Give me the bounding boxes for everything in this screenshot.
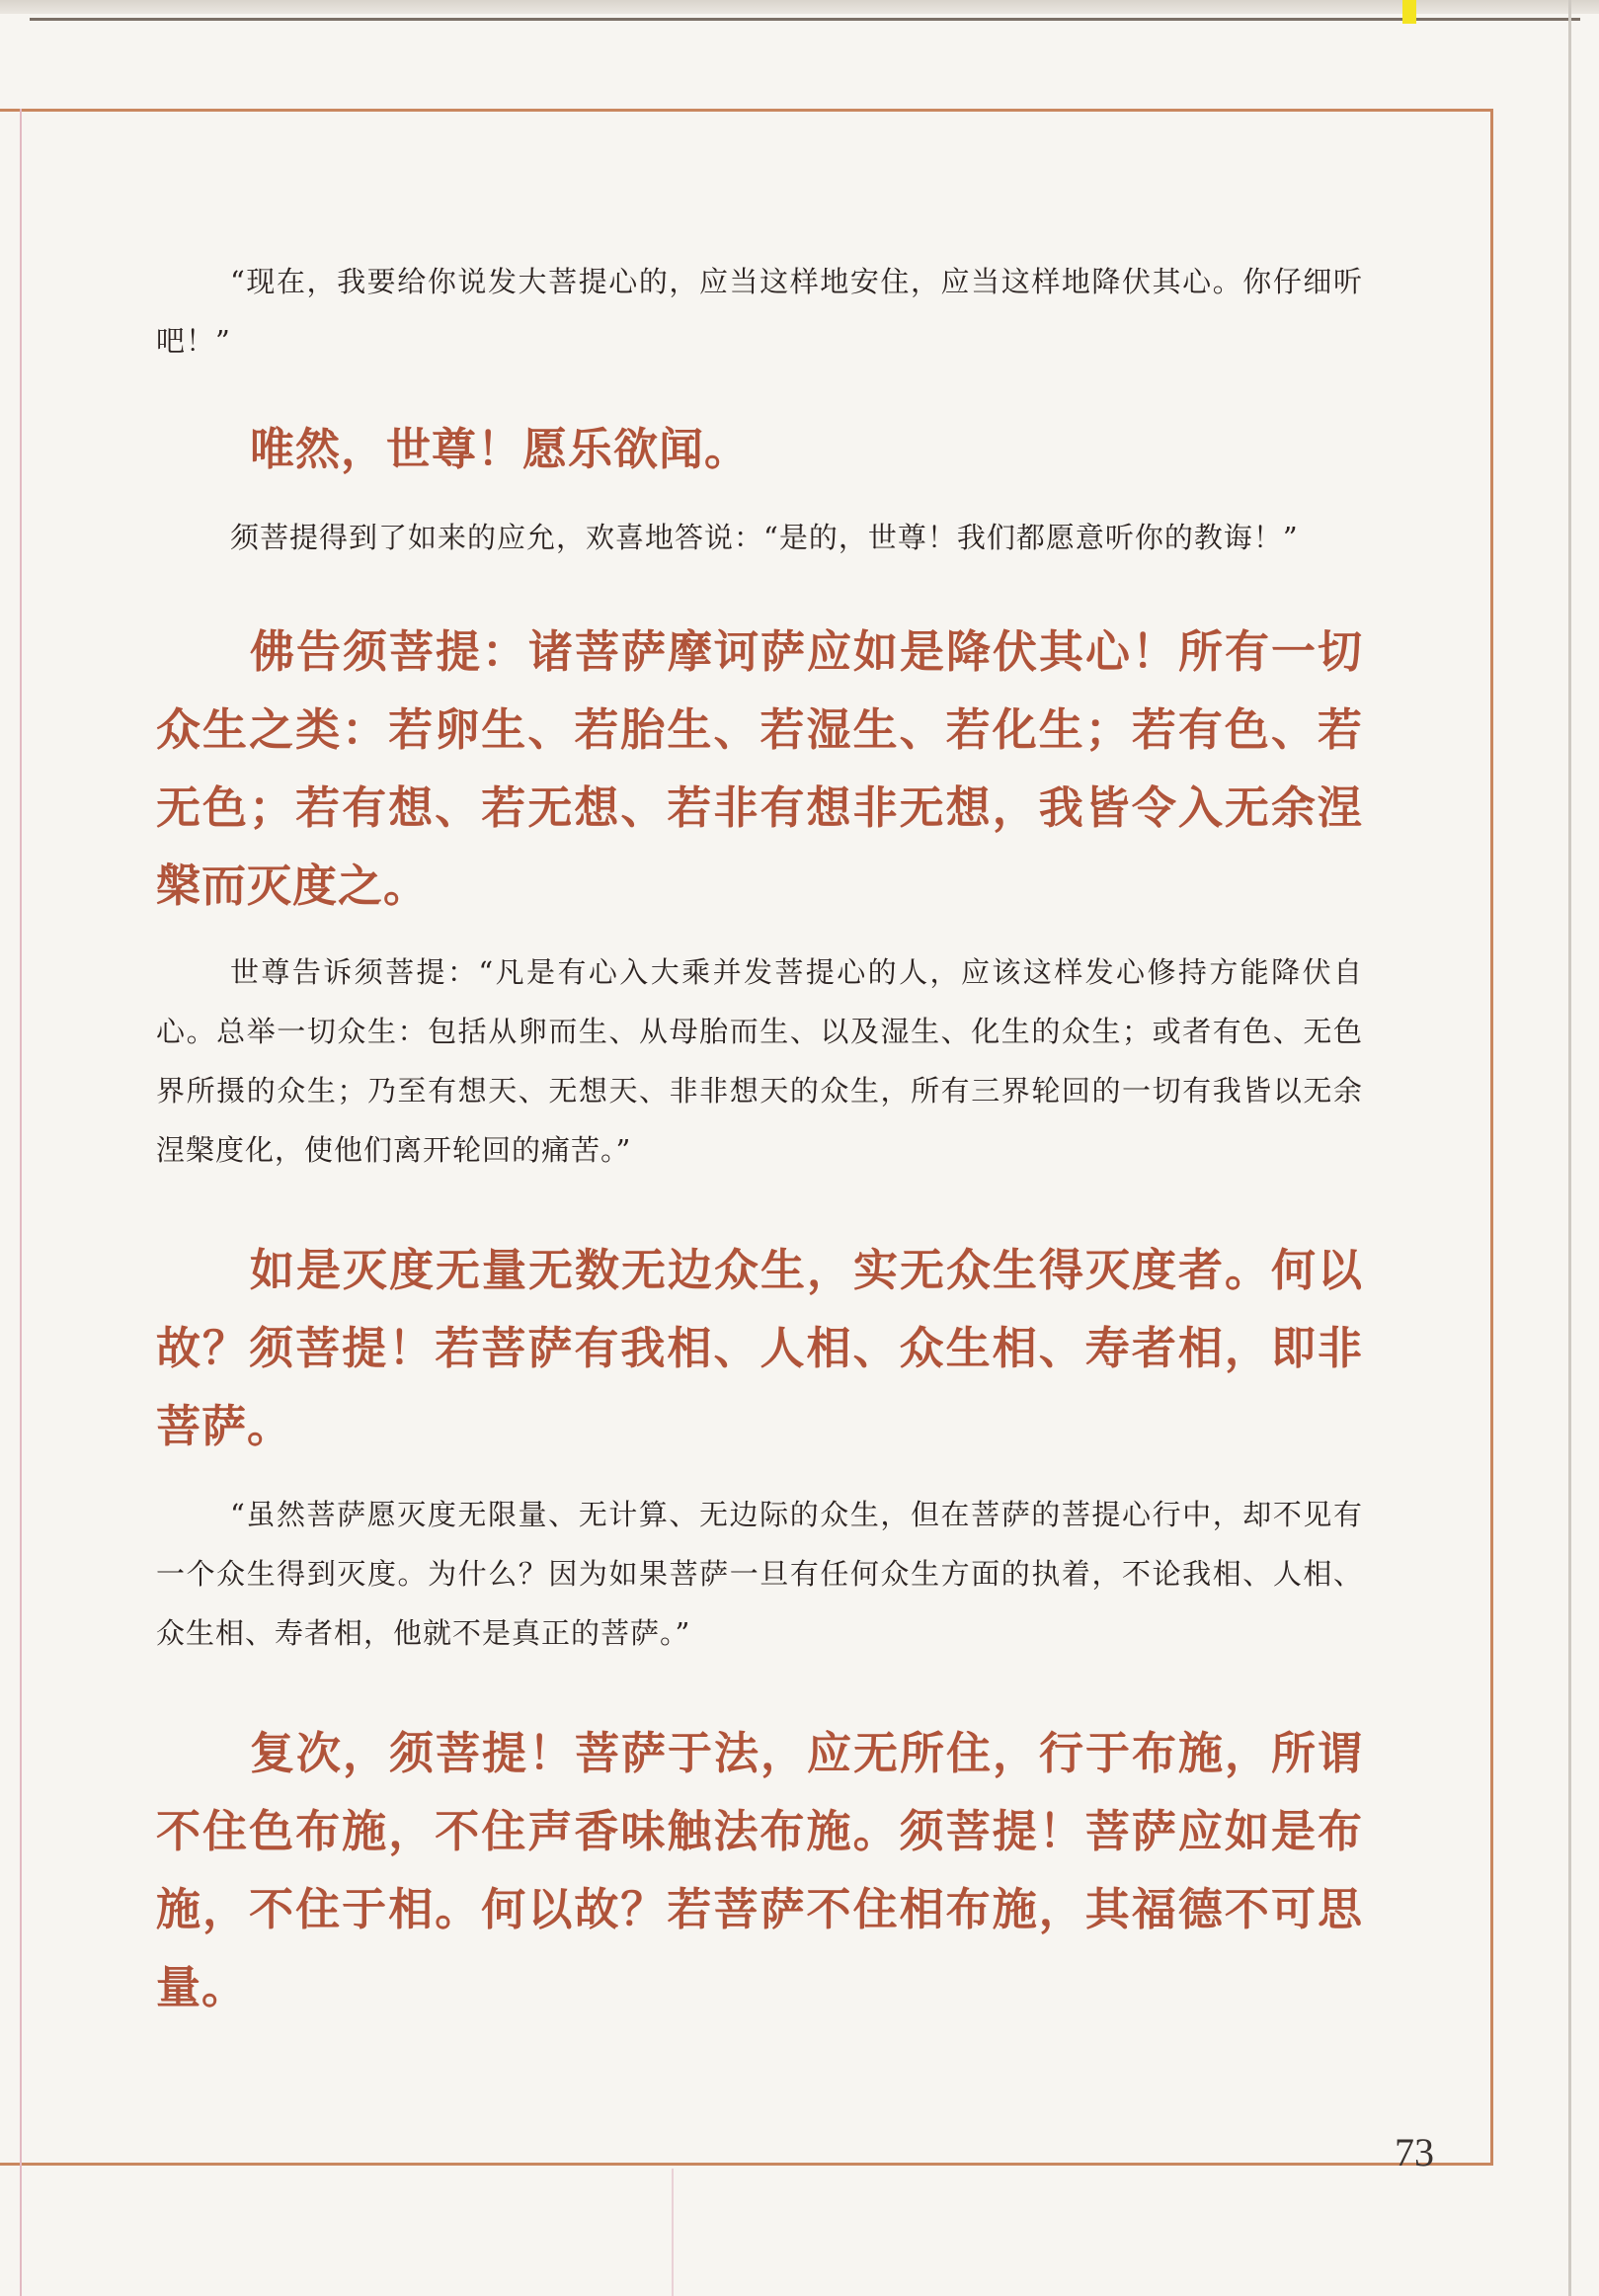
lower-fold-mark [672, 2169, 674, 2296]
page-left-margin-line [20, 109, 22, 2296]
page-content [156, 252, 1363, 2026]
translation-paragraph-1: “现在，我要给你说发大菩提心的，应当这样地安住，应当这样地降伏其心。你仔细听吧！” [156, 265, 1363, 358]
scan-top-line [30, 18, 1580, 21]
sutra-verse-1: 唯然，世尊！愿乐欲闻。 [250, 423, 751, 475]
sutra-verse-2: 佛告须菩提：诸菩萨摩诃萨应如是降伏其心！所有一切众生之类：若卵生、若胎生、若湿生、若化生；若有色、若无色；若有想、若无想、若非有想非无想，我皆令入无余涅槃而灭度之。 [156, 625, 1363, 912]
translation-paragraph-2: 须菩提得到了如来的应允，欢喜地答说：“是的，世尊！我们都愿意听你的教诲！” [230, 521, 1299, 554]
yellow-tab-marker [1402, 0, 1416, 24]
translation-paragraph-3: 世尊告诉须菩提：“凡是有心入大乘并发菩提心的人，应该这样发心修持方能降伏自心。总举一切众生：包括从卵而生、从母胎而生、以及湿生、化生的众生；或者有色、无色界所摄的众生；乃至有想天、无想天、非非想天的众生，所有三界轮回的一切有我皆以无余涅槃度化，使他们离开轮回的痛苦。” [156, 955, 1363, 1167]
page-number: 73 [1395, 2130, 1434, 2174]
scan-top-edge [0, 0, 1599, 14]
sutra-verse-3: 如是灭度无量无数无边众生，实无众生得灭度者。何以故？须菩提！若菩萨有我相、人相、众生相、寿者相，即非菩萨。 [156, 1244, 1363, 1452]
sutra-verse-4: 复次，须菩提！菩萨于法，应无所住，行于布施，所谓不住色布施，不住声香味触法布施。须菩提！菩萨应如是布施，不住于相。何以故？若菩萨不住相布施，其福德不可思量。 [156, 1727, 1363, 2013]
translation-paragraph-4: “虽然菩萨愿灭度无限量、无计算、无边际的众生，但在菩萨的菩提心行中，却不见有一个众生得到灭度。为什么？因为如果菩萨一旦有任何众生方面的执着，不论我相、人相、众生相、寿者相，他就不是真正的菩萨。” [156, 1498, 1363, 1650]
scan-right-edge [1568, 0, 1571, 2296]
